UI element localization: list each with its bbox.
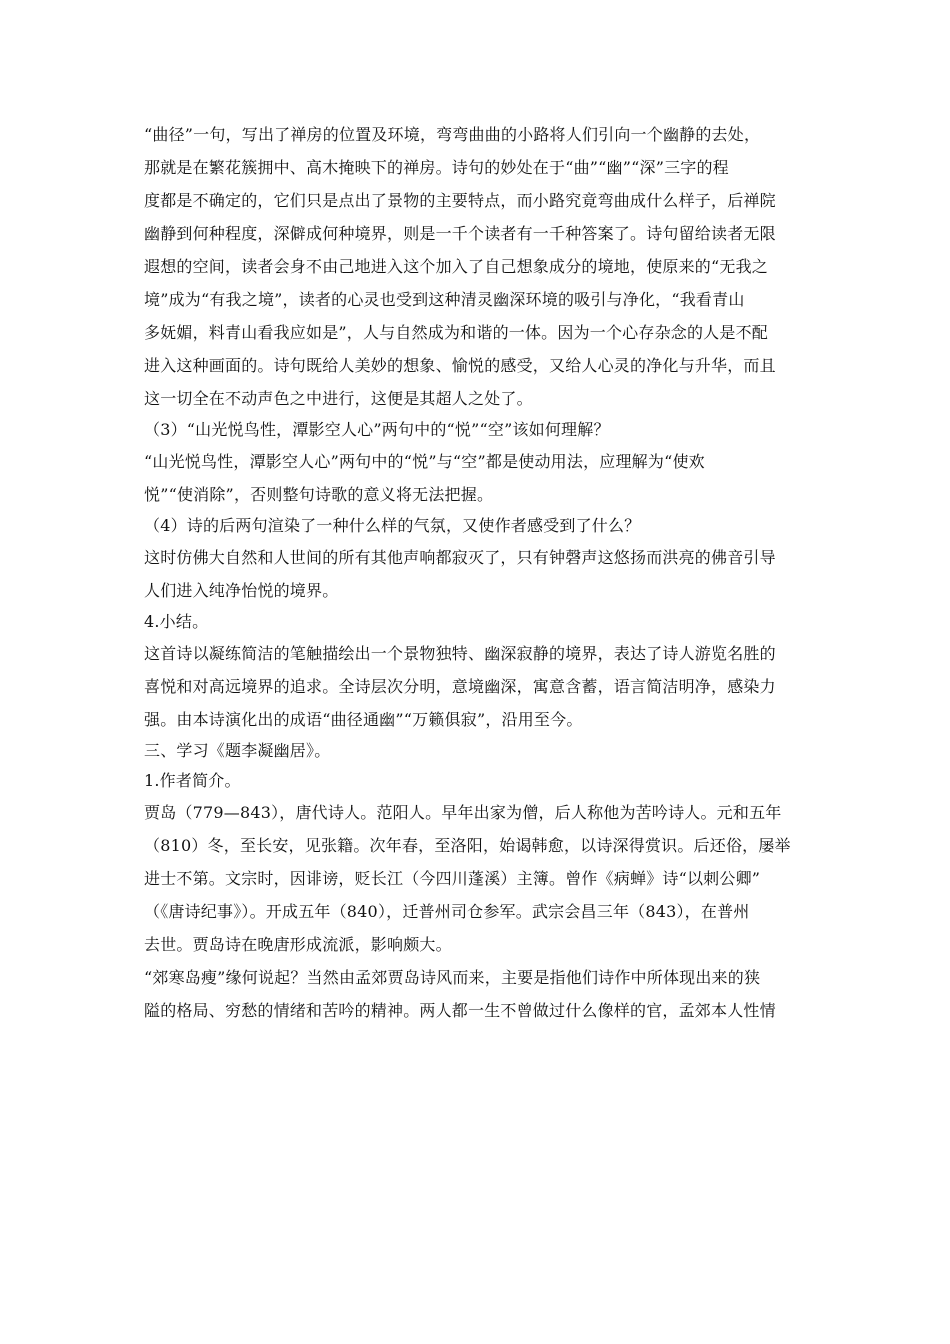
text-line: （810）冬，至长安，见张籍。次年春，至洛阳，始谒韩愈，以诗深得赏识。后还俗，屡举 (144, 836, 791, 855)
text-line: 人们进入纯净怡悦的境界。 (144, 581, 339, 600)
text-line: 进入这种画面的。诗句既给人美妙的想象、愉悦的感受，又给人心灵的净化与升华，而且 (144, 356, 776, 375)
text-line: 喜悦和对高远境界的追求。全诗层次分明，意境幽深，寓意含蓄，语言简洁明净，感染力 (144, 677, 776, 696)
text-line: “山光悦鸟性，潭影空人心”两句中的“悦”与“空”都是使动用法，应理解为“使欢 (144, 452, 705, 471)
text-line: 这一切全在不动声色之中进行，这便是其超人之处了。 (144, 389, 533, 408)
section-heading: 三、学习《题李凝幽居》。 (144, 741, 331, 760)
question-line: （3）“山光悦鸟性，潭影空人心”两句中的“悦”“空”该如何理解？ (144, 420, 610, 439)
text-line: 那就是在繁花簇拥中、高木掩映下的禅房。诗句的妙处在于“曲”“幽”“深”三字的程 (144, 158, 729, 177)
text-line: 强。由本诗演化出的成语“曲径通幽”“万籁俱寂”，沿用至今。 (144, 710, 583, 729)
text-line: 境”成为“有我之境”，读者的心灵也受到这种清灵幽深环境的吸引与净化，“我看青山 (144, 290, 745, 309)
document-body (144, 118, 812, 1027)
text-line: 贾岛（779—843），唐代诗人。范阳人。早年出家为僧，后人称他为苦吟诗人。元和五年 (144, 803, 782, 822)
text-line: “郊寒岛瘦”缘何说起？当然由孟郊贾岛诗风而来，主要是指他们诗作中所体现出来的狭 (144, 968, 761, 987)
text-line: “曲径”一句，写出了禅房的位置及环境，弯弯曲曲的小路将人们引向一个幽静的去处， (144, 125, 761, 144)
question-line: （4）诗的后两句渲染了一种什么样的气氛，又使作者感受到了什么？ (144, 516, 641, 535)
section-heading: 4.小结。 (144, 612, 209, 631)
text-line: 遐想的空间，读者会身不由己地进入这个加入了自己想象成分的境地，使原来的“无我之 (144, 257, 768, 276)
text-line: 这时仿佛大自然和人世间的所有其他声响都寂灭了，只有钟磬声这悠扬而洪亮的佛音引导 (144, 548, 776, 567)
text-line: 去世。贾岛诗在晚唐形成流派，影响颇大。 (144, 935, 452, 954)
text-line: （《唐诗纪事》）。开成五年（840），迁普州司仓参军。武宗会昌三年（843），在普州 (144, 902, 750, 921)
text-line: 度都是不确定的，它们只是点出了景物的主要特点，而小路究竟弯曲成什么样子，后禅院 (144, 191, 776, 210)
text-line: 隘的格局、穷愁的情绪和苦吟的精神。两人都一生不曾做过什么像样的官，孟郊本人性情 (144, 1001, 776, 1020)
section-heading: 1.作者简介。 (144, 771, 241, 790)
text-line: 幽静到何种程度，深僻成何种境界，则是一千个读者有一千种答案了。诗句留给读者无限 (144, 224, 776, 243)
text-line: 这首诗以凝练简洁的笔触描绘出一个景物独特、幽深寂静的境界，表达了诗人游览名胜的 (144, 644, 776, 663)
text-line: 多妩媚，料青山看我应如是”，人与自然成为和谐的一体。因为一个心存杂念的人是不配 (144, 323, 768, 342)
text-line: 悦”“使消除”，否则整句诗歌的意义将无法把握。 (144, 485, 494, 504)
text-line: 进士不第。文宗时，因诽谤，贬长江（今四川蓬溪）主簿。曾作《病蝉》诗“以刺公卿” (144, 869, 761, 888)
